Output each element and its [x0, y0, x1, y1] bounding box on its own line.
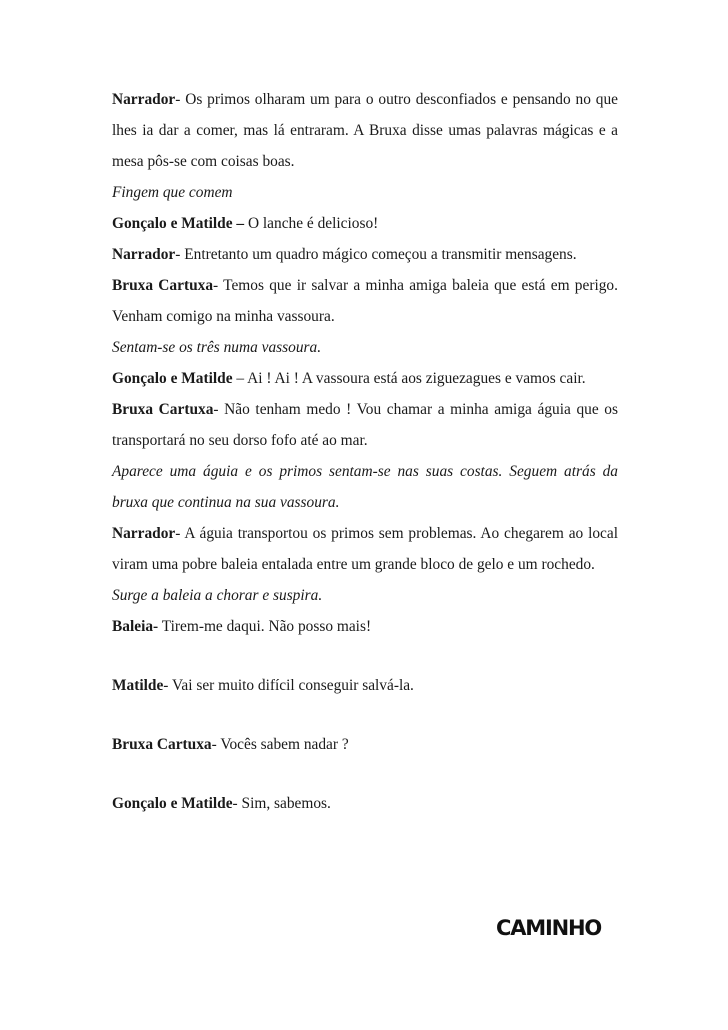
separator: -: [163, 677, 172, 694]
dialogue-paragraph-10: [112, 729, 618, 760]
speaker-name: Narrador: [112, 525, 176, 542]
separator: -: [232, 795, 242, 812]
dialogue-paragraph-2: [112, 208, 618, 239]
stage-direction-2: Sentam-se os três numa vassoura.: [112, 339, 322, 356]
separator: -: [175, 246, 185, 263]
stage-direction-4: Surge a baleia a chorar e suspira.: [112, 587, 323, 604]
dialogue-paragraph-6: [112, 394, 618, 456]
dialogue-paragraph-11: [112, 788, 618, 819]
speaker-name: Bruxa Cartuxa: [112, 736, 212, 753]
dialogue-text: Vai ser muito difícil conseguir salvá-la.: [172, 677, 414, 694]
separator: -: [175, 525, 185, 542]
speaker-name: Bruxa Cartuxa: [112, 277, 214, 294]
separator: –: [232, 215, 248, 232]
dialogue-paragraph-9: [112, 670, 618, 701]
dialogue-paragraph-5: [112, 363, 618, 394]
dialogue-text: Temos que ir salvar a minha amiga baleia que está em perigo. Venham comigo na minha vassoura.: [112, 277, 618, 325]
separator: -: [213, 401, 225, 418]
separator: -: [175, 91, 186, 108]
dialogue-paragraph-7: [112, 518, 618, 580]
dialogue-text: A águia transportou os primos sem problemas. Ao chegarem ao local viram uma pobre baleia entalada entre um grande bloco de gelo e um rochedo.: [112, 525, 618, 573]
dialogue-paragraph-4: [112, 270, 618, 332]
speaker-name: Gonçalo e Matilde: [112, 795, 233, 812]
separator: -: [211, 736, 221, 753]
caminho-logo: CAMINHO: [496, 916, 601, 940]
stage-direction-3: Aparece uma águia e os primos sentam-se nas suas costas. Seguem atrás da bruxa que continua na sua vassoura.: [112, 463, 618, 511]
dialogue-paragraph-1: [112, 84, 618, 177]
speaker-name: Narrador: [112, 246, 176, 263]
separator: -: [213, 277, 224, 294]
dialogue-text: Vocês sabem nadar ?: [220, 736, 349, 753]
dialogue-text: Entretanto um quadro mágico começou a transmitir mensagens.: [184, 246, 577, 263]
dialogue-paragraph-3: [112, 239, 618, 270]
dialogue-text: Ai ! Ai ! A vassoura está aos ziguezagues e vamos cair.: [247, 370, 586, 387]
dialogue-text: Os primos olharam um para o outro desconfiados e pensando no que lhes ia dar a comer, mas lá entraram. A Bruxa disse umas palavras mágicas e a mesa pôs-se com coisas boas.: [112, 91, 618, 170]
speaker-name: Bruxa Cartuxa: [112, 401, 214, 418]
speaker-name: Gonçalo e Matilde: [112, 215, 233, 232]
dialogue-text: Não tenham medo ! Vou chamar a minha amiga águia que os transportará no seu dorso fofo até ao mar.: [112, 401, 618, 449]
speaker-name: Matilde: [112, 677, 164, 694]
dialogue-text: O lanche é delicioso!: [247, 215, 379, 232]
dialogue-paragraph-8: [112, 611, 618, 642]
stage-direction-1: Fingem que comem: [112, 184, 233, 201]
dialogue-text: Sim, sabemos.: [241, 795, 331, 812]
speaker-name: Narrador: [112, 91, 176, 108]
separator: –: [232, 370, 248, 387]
speaker-name: Gonçalo e Matilde: [112, 370, 233, 387]
dialogue-text: Tirem-me daqui. Não posso mais!: [161, 618, 372, 635]
document-page: [112, 84, 618, 819]
speaker-name: Baleia-: [112, 618, 159, 635]
